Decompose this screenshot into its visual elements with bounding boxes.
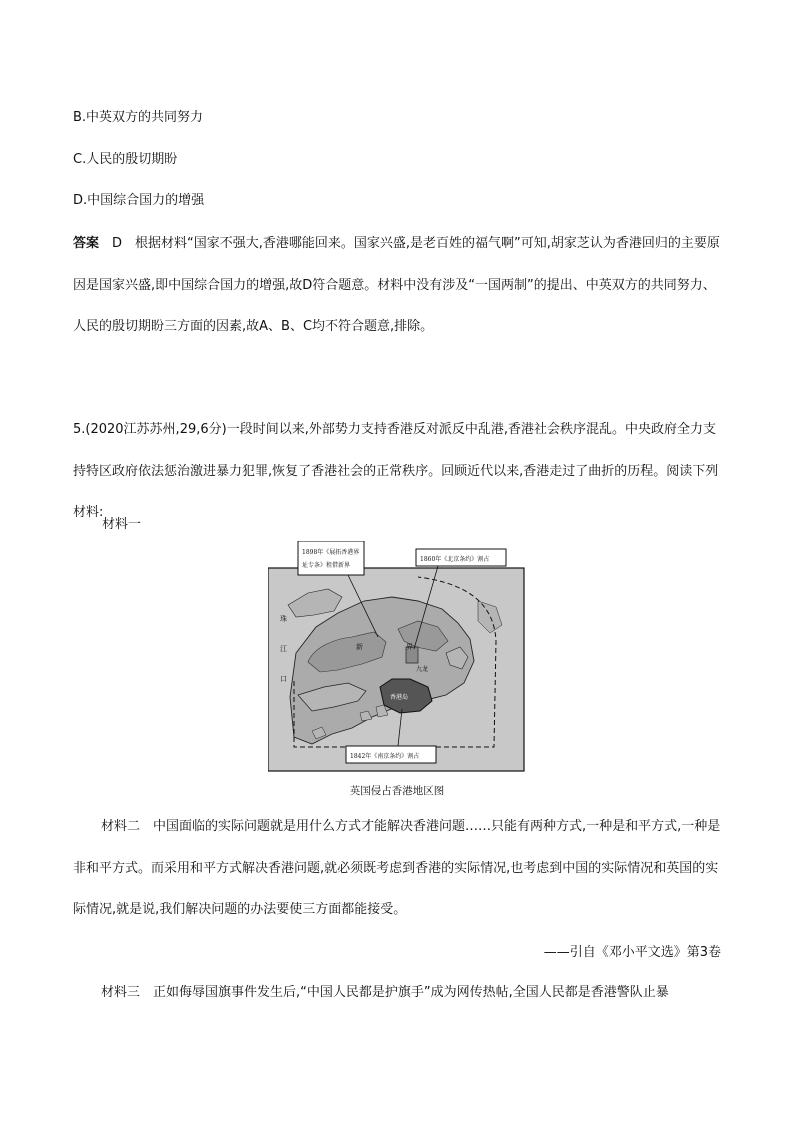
label-jiulong: 九龙 [416, 666, 429, 673]
map-svg [268, 541, 525, 772]
callout-1842-text: 1842年《南京条约》割占 [350, 753, 420, 760]
answer-label: 答案 [73, 236, 100, 251]
question-5: 5.(2020江苏苏州,29,6分)一段时间以来,外部势力支持香港反对派反中乱港,香港社会秩序混乱。中央政府全力支持特区政府依法惩治激进暴力犯罪,恢复了香港社会的正常秩序。回顾近代以来,香港走过了曲折的历程。阅读下列材料: [73, 422, 719, 520]
option-c: C.人民的殷切期盼 [73, 152, 178, 167]
option-d: D.中国综合国力的增强 [73, 193, 205, 208]
material-2-source: ——引自《邓小平文选》第3卷 [543, 945, 721, 960]
label-xin: 新 [356, 643, 363, 651]
option-b: B.中英双方的共同努力 [73, 110, 204, 125]
map-caption: 英国侵占香港地区图 [349, 785, 445, 797]
label-jiang: 江 [280, 645, 287, 653]
material-3: 材料三 正如侮辱国旗事件发生后,“中国人民都是护旗手”成为网传热帖,全国人民都是香港警队止暴 [101, 985, 669, 1000]
callout-1898-box [298, 541, 364, 575]
label-kou: 口 [280, 675, 287, 683]
answer-paragraph [73, 223, 723, 348]
callout-1898-line2: 址专条》租借新界 [302, 562, 351, 569]
label-xianggangdao: 香港岛 [390, 694, 409, 701]
label-zhu: 珠 [280, 615, 287, 623]
callout-1860-text: 1860年《北京条约》割占 [420, 556, 490, 563]
answer-text: D 根据材料“国家不强大,香港哪能回来。国家兴盛,是老百姓的福气啊”可知,胡家芝认为香港回归的主要原因是国家兴盛,即中国综合国力的增强,故D符合题意。材料中没有涉及“一国两制”的提出、中英双方的共同努力、人民的殷切期盼三方面的因素,故A、B、C均不符合题意,排除。 [73, 236, 720, 334]
material-2: 材料二 中国面临的实际问题就是用什么方式才能解决香港问题……只能有两种方式,一种是和平方式,一种是非和平方式。而采用和平方式解决香港问题,就必须既考虑到香港的实际情况,也考虑到中国的实际情况和英国的实际情况,就是说,我们解决问题的办法要使三方面都能接受。 [73, 819, 721, 917]
material1-label: 材料一 [102, 517, 142, 532]
label-jie: 界 [406, 643, 413, 651]
callout-1898-line1: 1898年《展拓香港界 [302, 549, 360, 556]
hong-kong-map [268, 541, 525, 772]
